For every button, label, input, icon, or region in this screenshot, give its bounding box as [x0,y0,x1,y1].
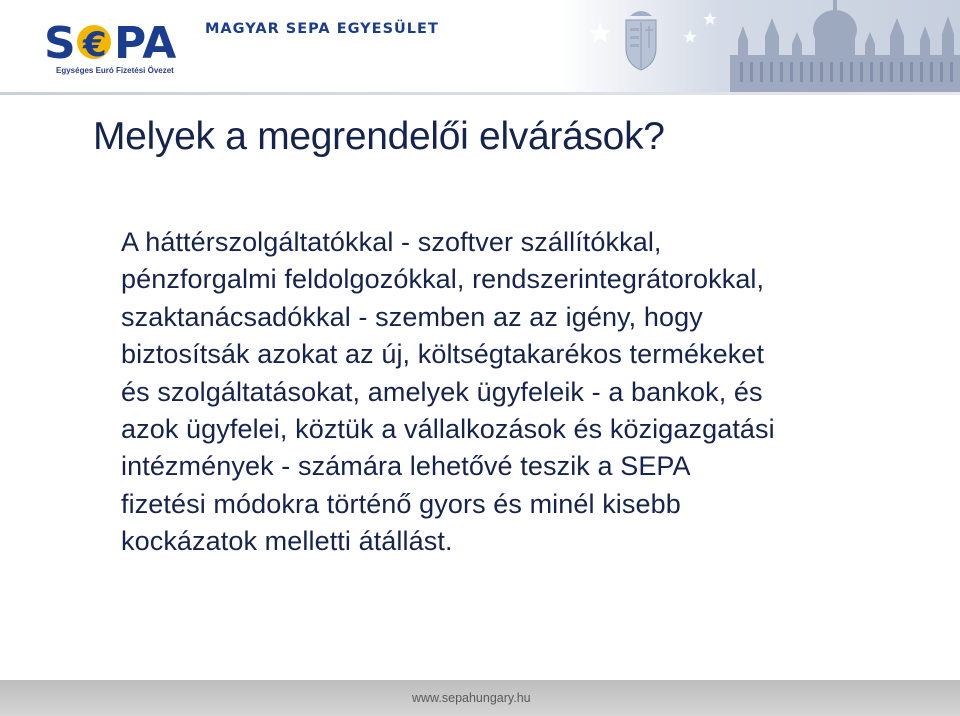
header-divider [0,92,960,95]
coat-of-arms-icon [626,11,656,70]
header-banner [0,0,960,92]
slide-title: Melyek a megrendelői elvárások? [93,115,665,158]
svg-text:PA: PA [114,18,177,64]
body-line: fizetési módokra történő gyors és minél kisebb [121,488,681,519]
footer-website-link[interactable]: www.sepahungary.hu [412,691,531,705]
body-line: A háttérszolgáltatókkal - szoftver szállítókkal, [121,227,662,257]
body-line: kockázatok melletti átállást. [121,526,453,557]
body-line: pénzforgalmi feldolgozókkal, rendszerintegrátorokkal, [121,264,765,295]
parliament-skyline-image [560,0,960,92]
body-line: biztosítsák azokat az új, költségtakarékos termékeket [121,339,765,370]
sepa-logo-graphic [44,18,194,64]
slide-body [121,224,921,561]
svg-text:S: S [44,18,76,64]
body-line: intézmények - számára lehetővé teszik a SEPA [121,451,691,482]
body-line: szaktanácsadókkal - szemben az az igény, hogy [121,301,703,332]
body-line: és szolgáltatásokat, amelyek ügyfeleik - a bankok, és [121,376,763,407]
svg-text:€: € [83,25,107,64]
logo-subtitle: Egységes Euró Fizetési Övezet [56,66,174,75]
organization-name: MAGYAR SEPA EGYESÜLET [205,21,439,37]
body-line: azok ügyfelei, köztük a vállalkozások és közigazgatási [121,414,775,445]
